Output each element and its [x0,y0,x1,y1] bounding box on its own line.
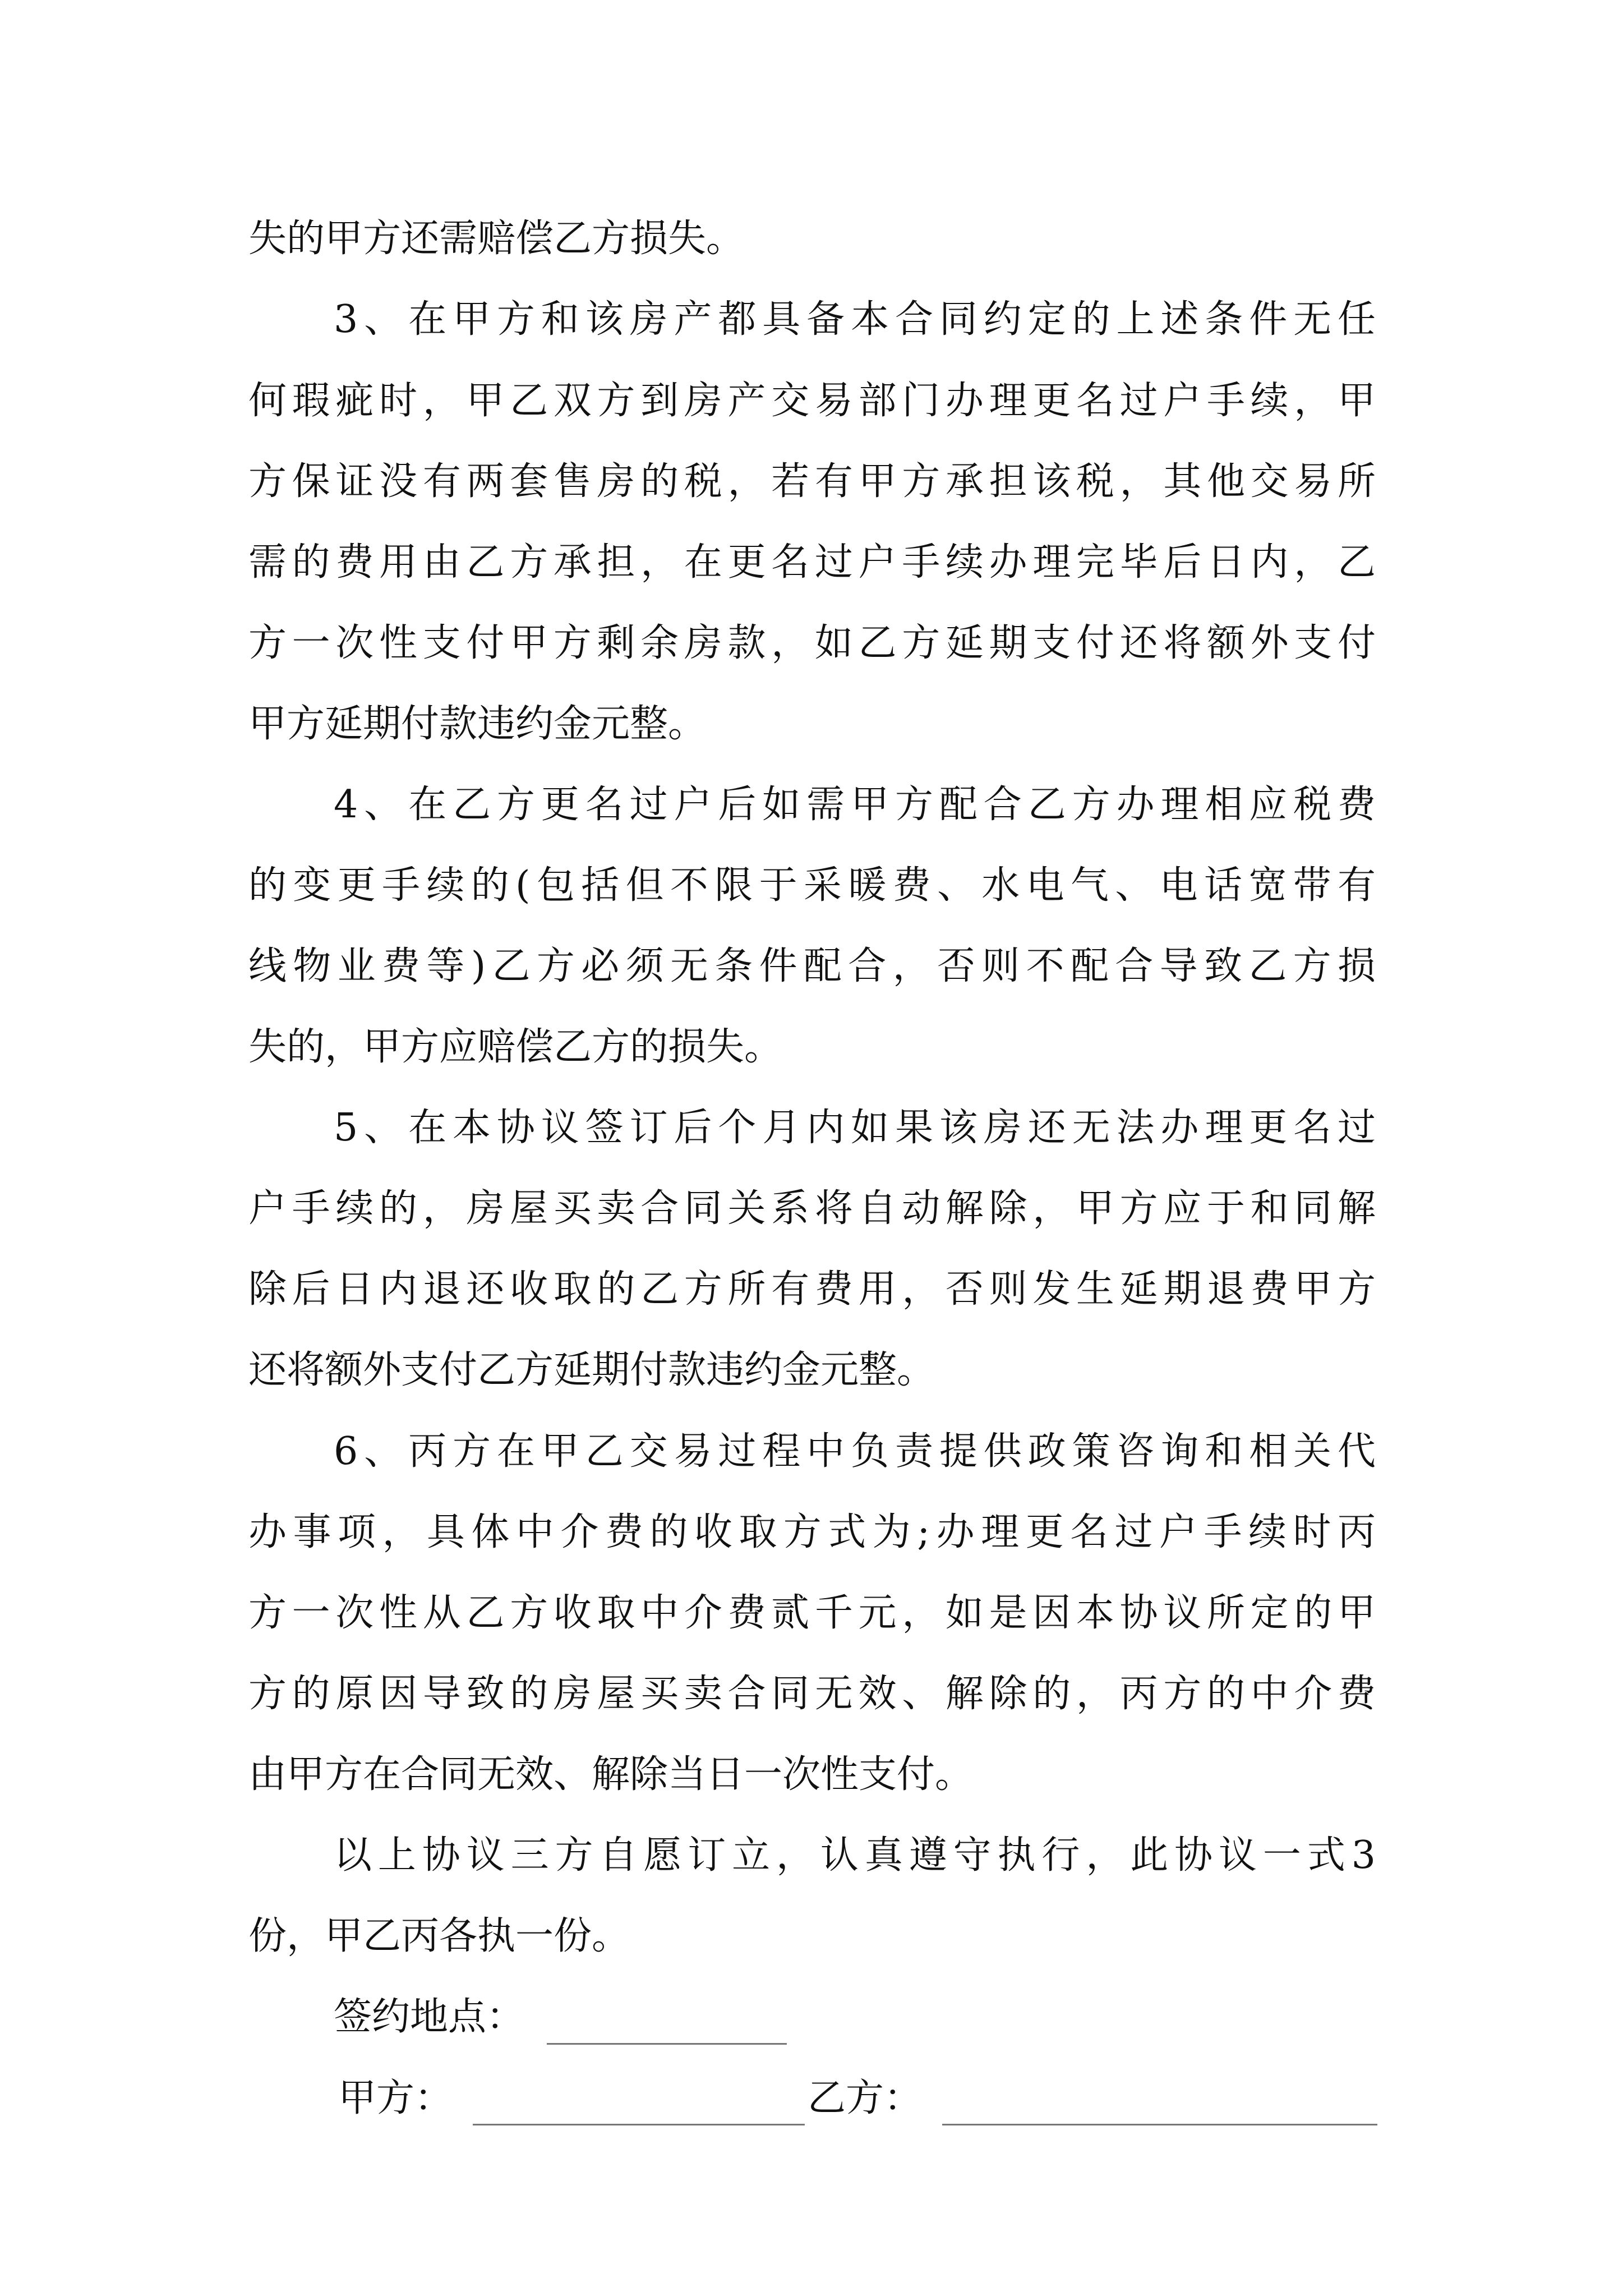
text-line: 失的甲方还需赔偿乙方损失。 [248,217,745,261]
text-line: 6、丙方在甲乙交易过程中负责提供政策咨询和相关代 [334,1429,1376,1474]
party-b-label: 乙方： [808,2076,923,2120]
text-line: 4、在乙方更名过户后如需甲方配合乙方办理相应税费 [334,783,1376,827]
text-line: 失的，甲方应赔偿乙方的损失。 [248,1025,783,1069]
text-line: 的变更手续的(包括但不限于采暖费、水电气、电话宽带有 [248,863,1376,908]
text-line: 需的费用由乙方承担，在更名过户手续办理完毕后日内，乙 [248,540,1376,585]
party-a-label: 甲方： [338,2076,453,2120]
text-line: 除后日内退还收取的乙方所有费用，否则发生延期退费甲方 [248,1267,1376,1312]
text-line: 方一次性支付甲方剩余房款，如乙方延期支付还将额外支付 [248,621,1376,665]
signing-place-blank[interactable] [547,2043,787,2045]
text-line: 方一次性从乙方收取中介费贰千元，如是因本协议所定的甲 [248,1591,1376,1635]
text-line: 户手续的，房屋买卖合同关系将自动解除，甲方应于和同解 [248,1186,1376,1231]
party-a-signature-blank[interactable] [473,2124,805,2125]
text-line: 由甲方在合同无效、解除当日一次性支付。 [248,1752,974,1797]
text-line: 还将额外支付乙方延期付款违约金元整。 [248,1348,935,1392]
text-line: 方的原因导致的房屋买卖合同无效、解除的，丙方的中介费 [248,1672,1376,1716]
text-line: 甲方延期付款违约金元整。 [248,702,707,746]
text-line: 3、在甲方和该房产都具备本合同约定的上述条件无任 [334,297,1376,342]
text-line: 份，甲乙丙各执一份。 [248,1914,630,1958]
text-line: 5、在本协议签订后个月内如果该房还无法办理更名过 [334,1106,1376,1150]
text-line: 办事项，具体中介费的收取方式为;办理更名过户手续时丙 [248,1510,1376,1554]
party-b-signature-blank[interactable] [942,2124,1377,2125]
signing-place-label: 签约地点： [334,1995,525,2039]
text-line: 方保证没有两套售房的税，若有甲方承担该税，其他交易所 [248,459,1376,504]
text-line: 以上协议三方自愿订立，认真遵守执行，此协议一式3 [334,1833,1376,1878]
text-line: 线物业费等)乙方必须无条件配合，否则不配合导致乙方损 [248,944,1376,988]
text-line: 何瑕疵时，甲乙双方到房产交易部门办理更名过户手续，甲 [248,379,1376,423]
